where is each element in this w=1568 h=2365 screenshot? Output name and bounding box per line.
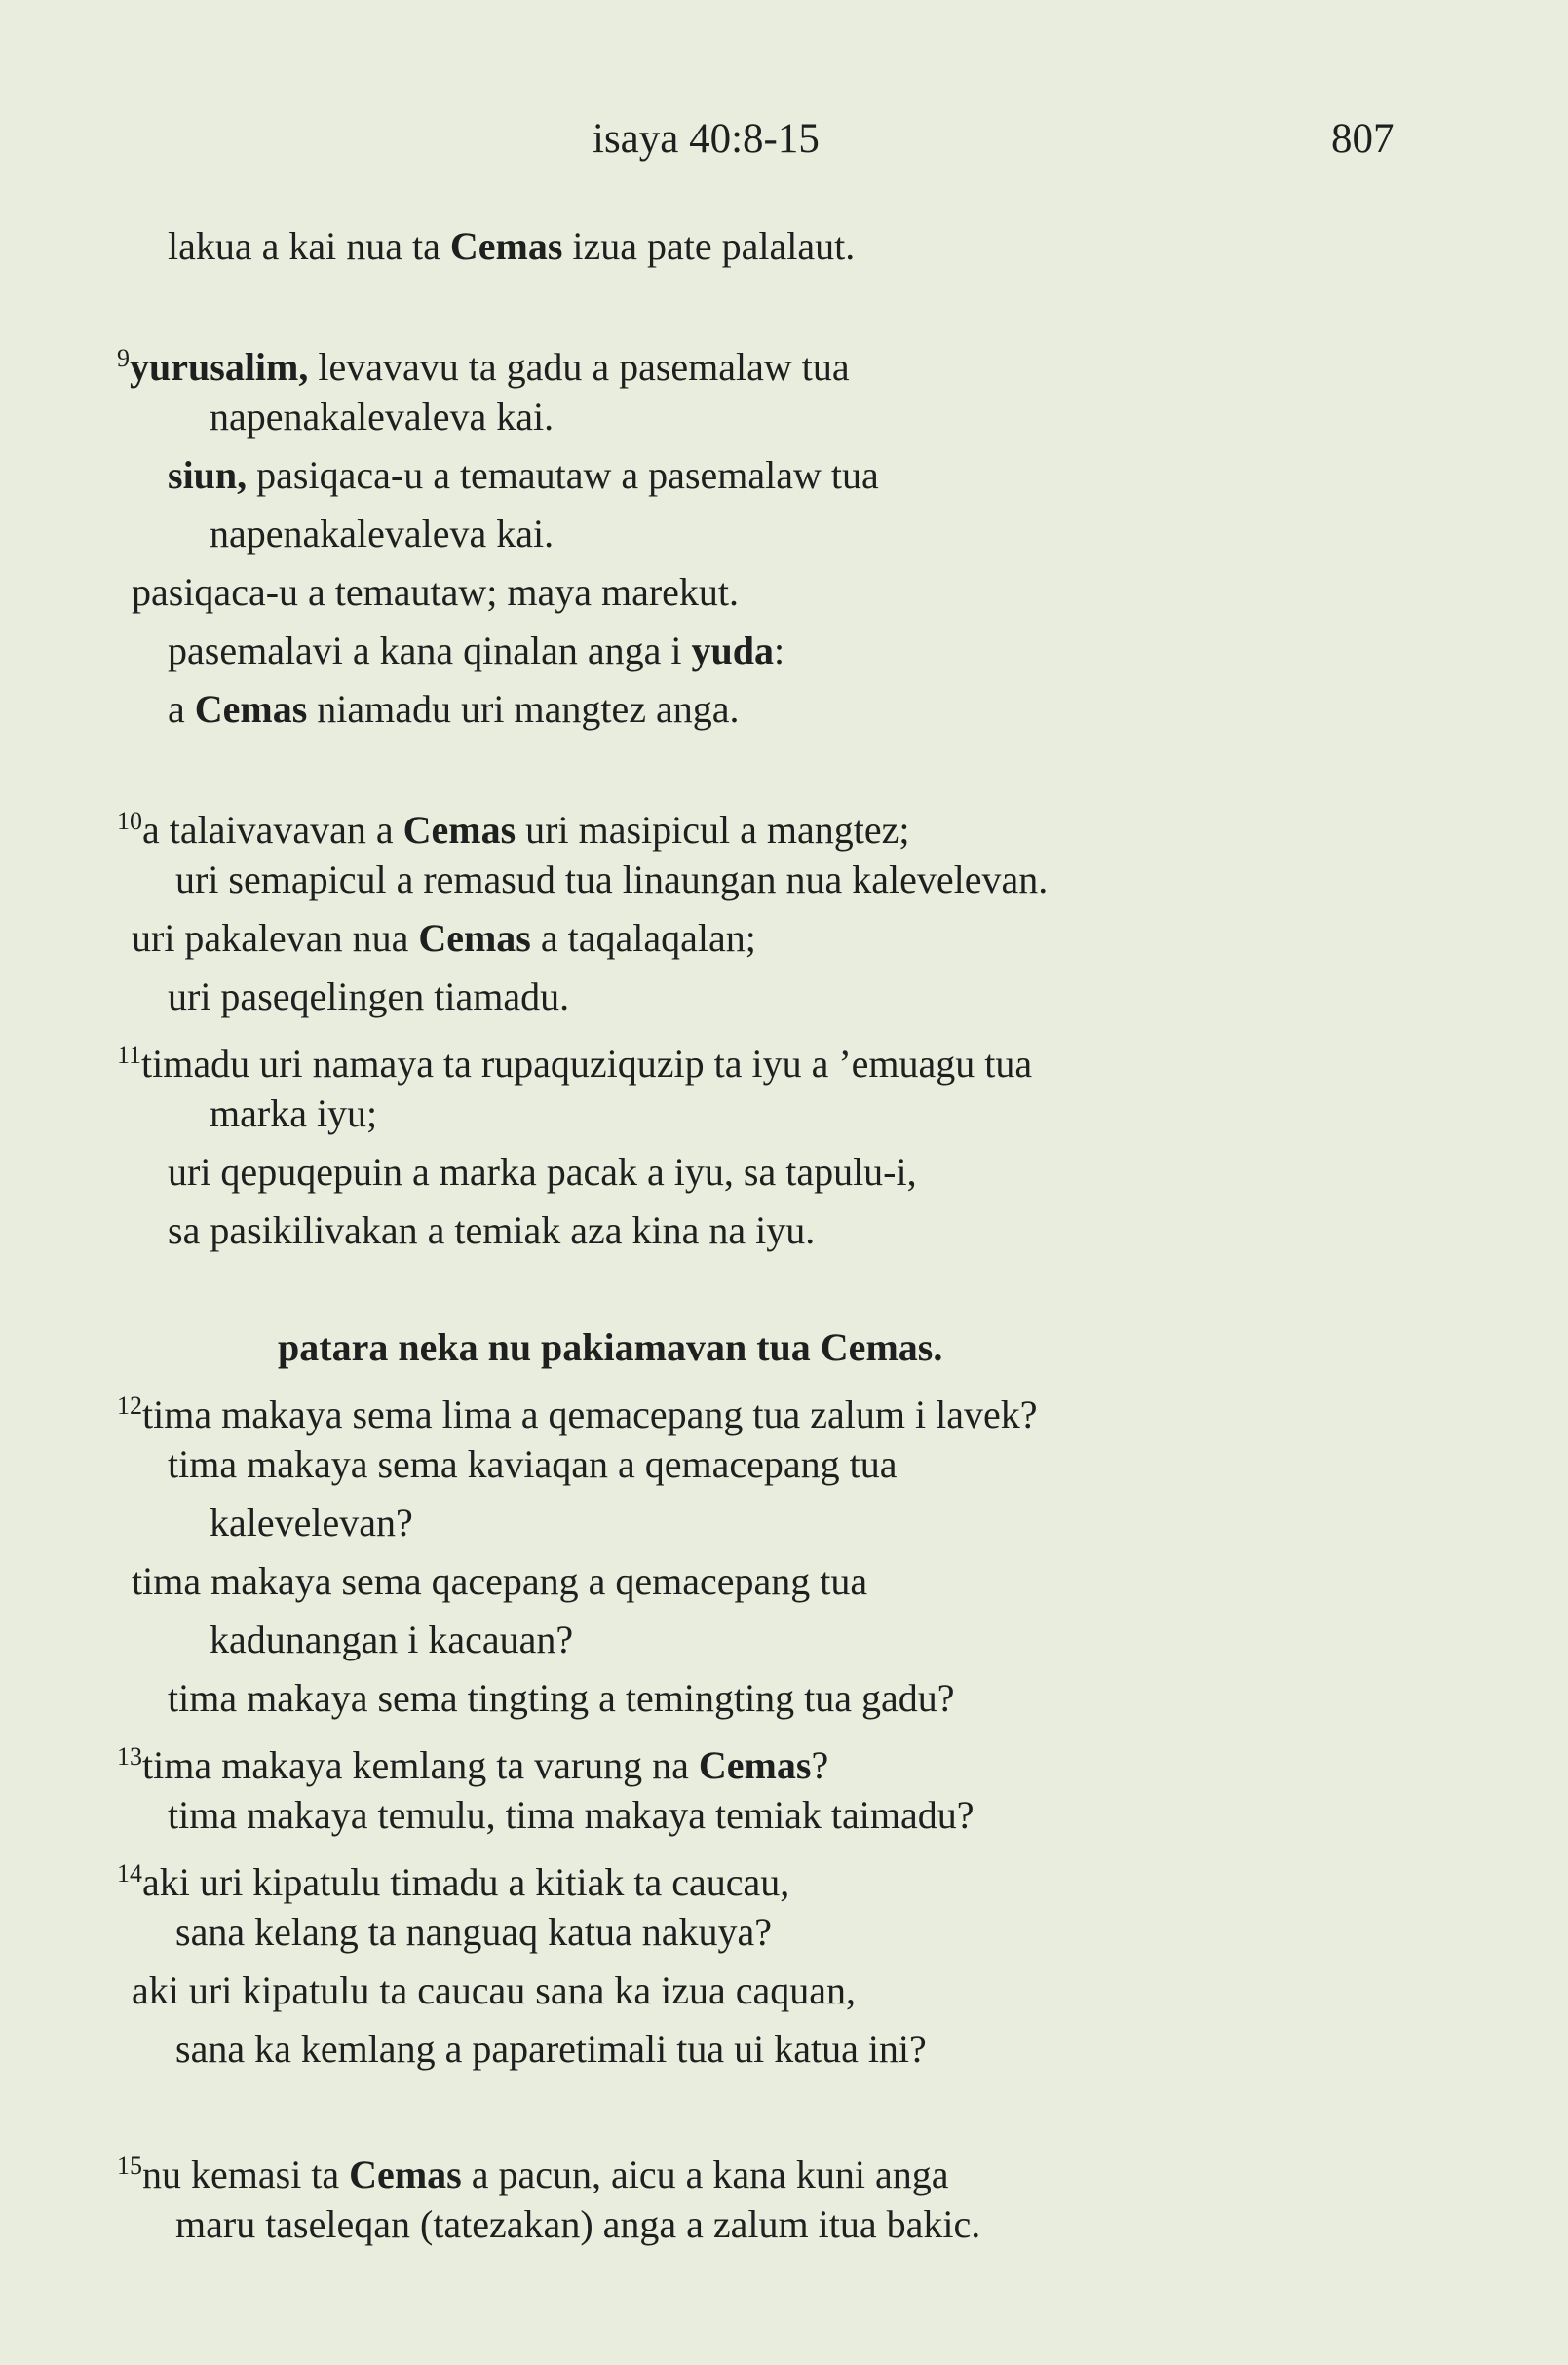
line-text-rest: a taqalaqalan; <box>530 916 756 960</box>
line-text-rest: niamadu uri mangtez anga. <box>307 687 740 731</box>
verse-line <box>168 685 739 734</box>
line-text: tima makaya sema qacepang a qemacepang tua <box>132 1559 868 1603</box>
verse-line <box>210 1089 377 1138</box>
line-text: a talaivavavan a <box>142 808 403 852</box>
line-text: sana kelang ta nanguaq katua nakuya? <box>175 1910 772 1954</box>
line-text: uri qepuqepuin a marka pacak a iyu, sa tapulu-i, <box>168 1150 917 1194</box>
line-text: nu kemasi ta <box>142 2153 350 2196</box>
bold-name: Cemas <box>449 224 563 268</box>
verse-number: 15 <box>117 2152 142 2180</box>
verse-line <box>210 393 554 441</box>
verse-line <box>117 334 850 392</box>
verse-line <box>175 1908 772 1957</box>
running-head: isaya 40:8-15 <box>593 116 820 162</box>
verse-number: 12 <box>117 1392 142 1420</box>
line-text-rest: ? <box>811 1743 829 1787</box>
line-text: tima makaya temulu, tima makaya temiak taimadu? <box>168 1793 975 1837</box>
verse-line <box>175 2025 927 2074</box>
verse-line <box>168 1440 898 1489</box>
verse-line <box>168 451 879 500</box>
bold-name: Cemas <box>349 2153 462 2196</box>
line-text: uri semapicul a remasud tua linaungan nua kalevelevan. <box>175 858 1049 901</box>
verse-number: 14 <box>117 1859 142 1888</box>
line-text: uri paseqelingen tiamadu. <box>168 974 570 1018</box>
verse-line <box>132 1966 856 2015</box>
line-text: napenakalevaleva kai. <box>210 512 555 555</box>
bold-name: Cemas <box>402 808 516 852</box>
bold-name: Cemas <box>698 1743 812 1787</box>
verse-line <box>117 2142 948 2199</box>
verse-line <box>168 627 784 675</box>
verse-line <box>132 568 739 617</box>
line-text: sana ka kemlang a paparetimali tua ui katua ini? <box>175 2027 927 2071</box>
verse-line <box>117 1850 789 1907</box>
bold-name: yuda <box>691 629 775 672</box>
bold-name: Cemas <box>418 916 531 960</box>
line-text-rest: uri masipicul a mangtez; <box>516 808 910 852</box>
line-text: uri pakalevan nua <box>132 916 419 960</box>
verse-line <box>117 1733 828 1790</box>
verse-line <box>175 856 1048 904</box>
line-text-rest: : <box>774 629 785 672</box>
verse-line <box>210 1616 573 1664</box>
verse-number: 13 <box>117 1742 142 1771</box>
line-text: sa pasikilivakan a temiak aza kina na iyu. <box>168 1208 816 1252</box>
line-text: maru taseleqan (tatezakan) anga a zalum itua bakic. <box>175 2202 981 2246</box>
line-text-rest: a pacun, aicu a kana kuni anga <box>461 2153 949 2196</box>
verse-line <box>117 1031 1032 1088</box>
verse-line <box>168 1206 815 1255</box>
line-text: timadu uri namaya ta rupaquziquzip ta iyu a ’emuagu tua <box>141 1042 1033 1086</box>
line-text: napenakalevaleva kai. <box>210 395 555 439</box>
line-text: aki uri kipatulu ta caucau sana ka izua caquan, <box>132 1968 856 2012</box>
verse-line <box>132 1557 867 1606</box>
bold-name: siun, <box>168 453 248 497</box>
line-text: tima makaya sema kaviaqan a qemacepang tua <box>168 1442 898 1486</box>
bold-name: yurusalim, <box>130 345 309 389</box>
heading-text: patara neka nu pakiamavan tua Cemas. <box>278 1325 943 1369</box>
line-text: tima makaya kemlang ta varung na <box>142 1743 699 1787</box>
line-text-rest: izua pate palalaut. <box>562 224 856 268</box>
verse-number: 10 <box>117 807 142 835</box>
verse-line <box>168 973 569 1021</box>
verse-line <box>210 1499 413 1547</box>
verse-line <box>168 1674 955 1723</box>
verse-line <box>168 1148 917 1197</box>
verse-number: 11 <box>117 1041 142 1069</box>
line-text-rest: levavavu ta gadu a pasemalaw tua <box>308 345 850 389</box>
verse-line <box>132 914 756 963</box>
verse-line <box>117 797 909 855</box>
line-text: lakua a kai nua ta <box>168 224 450 268</box>
bold-name: Cemas <box>194 687 308 731</box>
line-text: aki uri kipatulu timadu a kitiak ta caucau, <box>142 1860 790 1904</box>
page-number: 807 <box>1331 116 1395 162</box>
line-text: tima makaya sema lima a qemacepang tua zalum i lavek? <box>142 1392 1038 1436</box>
verse-line <box>168 1791 974 1840</box>
verse-line <box>210 510 554 558</box>
line-text: tima makaya sema tingting a temingting tua gadu? <box>168 1676 955 1720</box>
line-text: pasiqaca-u a temautaw; maya marekut. <box>132 570 740 614</box>
page-header <box>0 115 1568 173</box>
verse-line <box>168 222 855 271</box>
line-text: pasemalavi a kana qinalan anga i <box>168 629 692 672</box>
line-text: kadunangan i kacauan? <box>210 1618 574 1661</box>
verse-line <box>175 2200 980 2249</box>
section-heading <box>278 1323 942 1372</box>
line-text: a <box>168 687 195 731</box>
line-text-rest: pasiqaca-u a temautaw a pasemalaw tua <box>247 453 879 497</box>
line-text: kalevelevan? <box>210 1501 413 1545</box>
verse-line <box>117 1382 1037 1439</box>
line-text: marka iyu; <box>210 1091 378 1135</box>
verse-number: 9 <box>117 344 130 372</box>
